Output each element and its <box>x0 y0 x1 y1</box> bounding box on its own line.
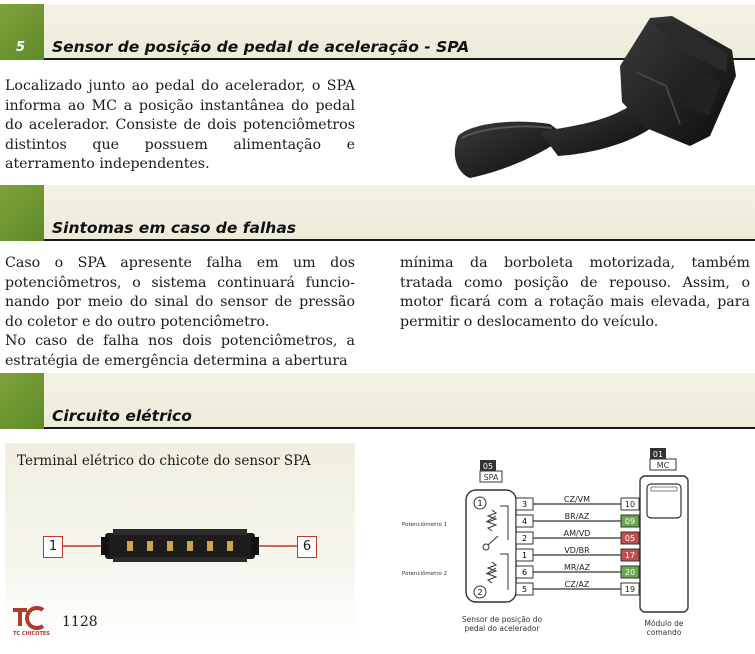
spa-caption-2: pedal do acelerador <box>464 624 540 633</box>
section-number-box <box>0 4 44 60</box>
wire-color-code: MR/AZ <box>563 563 591 572</box>
section-number: 5 <box>16 40 26 55</box>
pin-6-label: 6 <box>297 536 317 558</box>
symptoms-paragraph-3: mínima da borboleta motorizada, também tratada como posição de repouso. Assim, o motor ficará com a rotação mais elevada, para permitir o deslocamento do veículo. <box>400 255 750 330</box>
section-header-symptoms <box>0 185 755 241</box>
wire-color-code: CZ/VM <box>563 495 591 504</box>
spa-pin-number: 2 <box>521 534 528 543</box>
spa-circle-2: 2 <box>477 588 483 597</box>
wire-row <box>516 580 639 595</box>
symptoms-paragraph-1: Caso o SPA apresente falha em um dos potenciômetros, o sistema continuará funcio-nando por meio do sinal do sensor de pressão do coletor e do outro potenciômetro. <box>5 255 355 330</box>
mc-caption-1: Módulo de <box>644 619 684 628</box>
connector-panel <box>5 443 355 643</box>
spa-circle-1: 1 <box>477 499 483 508</box>
wire-color-code: AM/VD <box>563 529 591 538</box>
spa-tag: 05 <box>482 462 494 471</box>
section-title: Sintomas em caso de falhas <box>52 219 297 237</box>
connector-panel-title: Terminal elétrico do chicote do sensor SPA <box>17 453 311 469</box>
spa-description: Localizado junto ao pedal do acelerador, o SPA informa ao MC a posição instantânea do pedal do acelerador. Consiste de dois potenciômetros distintos que possuem alimentação e aterramento independentes. <box>5 78 355 172</box>
spa-pin-number: 3 <box>521 500 528 509</box>
wire-row <box>516 546 639 561</box>
mc-tag: 01 <box>652 450 664 459</box>
mc-caption-2: comando <box>646 628 682 637</box>
mc-pin-number: 20 <box>624 568 636 577</box>
mc-pin-number: 19 <box>624 585 636 594</box>
mc-pin-number: 10 <box>624 500 636 509</box>
wire-color-code: CZ/AZ <box>564 580 590 589</box>
section-marker-box <box>0 373 44 429</box>
header-rule <box>44 239 755 241</box>
pot1-label: Potenciômetro 1 <box>402 522 448 528</box>
wire-row <box>516 495 639 510</box>
spa-pin-number: 6 <box>521 568 528 577</box>
spa-caption-1: Sensor de posição do <box>461 615 543 624</box>
pot2-label: Potenciômetro 2 <box>402 571 448 577</box>
symptoms-column-2 <box>400 254 750 332</box>
section-marker-box <box>0 185 44 241</box>
symptoms-paragraph-2: No caso de falha nos dois potenciômetros, a estratégia de emergência determina a abertura <box>5 333 355 369</box>
wire-row <box>516 563 639 578</box>
spa-label: SPA <box>483 473 499 482</box>
accelerator-pedal-image <box>440 6 755 181</box>
wire-color-code: VD/BR <box>564 546 590 555</box>
pin-1-label: 1 <box>43 536 63 558</box>
section-title: Circuito elétrico <box>52 407 192 425</box>
tc-chicotes-logo <box>13 606 57 630</box>
mc-pin-number: 05 <box>624 534 636 543</box>
connector-code: 1128 <box>62 614 98 630</box>
section-title: Sensor de posição de pedal de aceleração - SPA <box>52 38 470 56</box>
wiring-diagram <box>400 444 750 649</box>
wire-row <box>516 512 639 527</box>
spa-pin-number: 1 <box>521 551 528 560</box>
header-rule <box>44 427 755 429</box>
mc-pin-number: 17 <box>624 551 636 560</box>
mc-label: MC <box>656 461 670 470</box>
section-header-circuit <box>0 373 755 429</box>
tc-brand-text: TC CHICOTES <box>13 631 50 637</box>
spa-pin-number: 5 <box>521 585 528 594</box>
wire-color-code: BR/AZ <box>564 512 590 521</box>
mc-pin-number: 09 <box>624 517 636 526</box>
wire-row <box>516 529 639 544</box>
symptoms-column-1 <box>5 254 355 371</box>
spa-pin-number: 4 <box>521 517 528 526</box>
